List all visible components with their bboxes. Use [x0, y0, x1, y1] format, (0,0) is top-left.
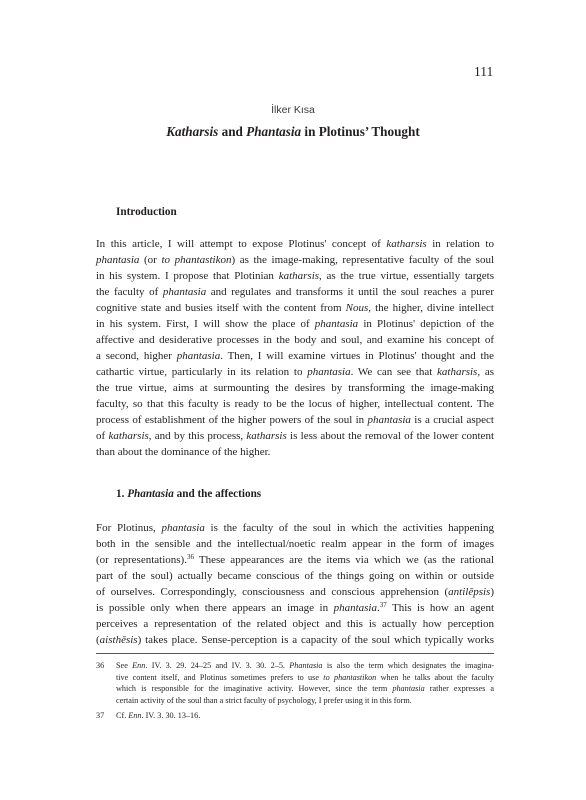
text-run: in his system. I propose that Plotinian [96, 270, 279, 282]
text-line [96, 396, 494, 412]
text-run: both in the sensible and the intellectual/noetic realm appear in the form of images [96, 538, 494, 550]
footnote-line [116, 710, 494, 722]
title-part-1: Katharsis [166, 124, 219, 139]
footnote-ref: 37 [379, 601, 387, 609]
italic-term: phantasia [307, 366, 351, 378]
italic-term: phantasia [392, 684, 425, 693]
text-line [96, 316, 494, 332]
italic-term: Enn [128, 711, 142, 720]
text-run: . [376, 602, 380, 614]
text-run: , the higher, divine intellect [368, 302, 494, 314]
text-run: , as [477, 366, 494, 378]
text-line [96, 600, 494, 616]
footnote-rule [96, 653, 494, 654]
footnote-line [116, 672, 494, 684]
italic-term: to phantastikon [161, 254, 232, 266]
text-run: (or [139, 254, 162, 266]
italic-term: phantasia [176, 350, 221, 362]
text-run: These appearances are the items via which we (as the rational [193, 554, 494, 566]
italic-term: antilēpsis [448, 586, 491, 598]
italic-term: aisthēsis [99, 634, 138, 646]
italic-term: Phantasia [289, 661, 323, 670]
author-name: İlker Kısa [271, 104, 315, 116]
footnote-body [116, 710, 494, 722]
introduction-heading: Introduction [116, 206, 177, 218]
text-run: cathartic virtue, particularly in its relation to [96, 366, 308, 378]
text-run: perceives a representation of the related object and this is actually how perception [96, 618, 494, 630]
section1-heading-italic: Phantasia [127, 488, 174, 500]
section1-paragraph [96, 520, 494, 648]
text-run: in his system. First, I will show the place of [96, 318, 315, 330]
text-line [96, 536, 494, 552]
text-run: the faculty of [96, 286, 163, 298]
italic-term: to phantastikon [323, 672, 377, 682]
text-run: tive content itself, and Plotinus sometimes prefers to use [116, 672, 324, 682]
text-run: ) takes place. Sense-perception is a capacity of the soul which typically works [137, 634, 494, 646]
footnote-ref: 36 [186, 553, 194, 561]
introduction-paragraph [96, 236, 494, 460]
footnote-line [116, 695, 494, 707]
text-run: a second, higher [96, 350, 177, 362]
text-run: in Plotinus' depiction of the [358, 318, 494, 330]
text-run: the true virtue, aims at surmounting the desires by transforming the image-making [96, 382, 494, 394]
italic-term: phantasia [96, 254, 140, 266]
text-run: of ourselves. Correspondingly, consciousness and conscious apprehension ( [96, 586, 449, 598]
text-run: is less about the removal of the lower content [286, 430, 494, 442]
section1-heading [116, 488, 261, 500]
text-line [96, 444, 494, 460]
text-line [96, 632, 494, 648]
text-line [96, 284, 494, 300]
footnote-line [116, 683, 494, 695]
text-line [96, 616, 494, 632]
title-part-4: in Plotinus’ Thought [301, 124, 420, 139]
text-run: ) as the image-making, representative faculty of the soul [231, 254, 495, 266]
text-run: This is how an agent [386, 602, 494, 614]
text-run: is also the term which designates the imagina- [322, 661, 494, 670]
section1-heading-rest: and the affections [173, 488, 262, 500]
text-line [96, 300, 494, 316]
italic-term: katharsis [386, 238, 427, 250]
text-run: is the faculty of the soul in which the activities happening [204, 522, 494, 534]
title-part-3: Phantasia [246, 124, 302, 139]
text-line [96, 252, 494, 268]
article-title [0, 124, 586, 140]
text-run: cognitive state and busies itself with the content from [96, 302, 346, 314]
text-run: Cf. [116, 711, 129, 720]
text-run: . We can see that [350, 366, 437, 378]
text-run: , as the true virtue, essentially targets [319, 270, 494, 282]
text-run: in relation to [426, 238, 494, 250]
text-run: which is responsible for the imaginative activity. However, since the term [116, 684, 393, 693]
italic-term: katharsis [108, 430, 149, 442]
text-line [96, 332, 494, 348]
text-run: . Then, I will examine virtues in Plotinus' thought and the [220, 350, 494, 362]
text-run: and regulates and transforms it until the soul reaches a purer [206, 286, 494, 298]
text-run: when he talks about the faculty [376, 672, 494, 682]
italic-term: phantasia [162, 286, 207, 298]
footnote-body [116, 660, 494, 706]
text-line [96, 380, 494, 396]
footnote-number: 37 [96, 711, 105, 720]
text-run: For Plotinus, [96, 522, 162, 534]
text-run: rather expresses a [424, 684, 494, 693]
text-run: . IV. 3. 29. 24–25 and IV. 3. 30. 2–5. [145, 661, 290, 670]
text-run: ) [490, 586, 494, 598]
text-line [96, 364, 494, 380]
text-line [96, 428, 494, 444]
text-run: (or representations). [96, 554, 187, 566]
text-line [96, 584, 494, 600]
text-run: . IV. 3. 30. 13–16. [141, 711, 201, 720]
text-line [96, 412, 494, 428]
footnote-number: 36 [96, 661, 105, 670]
text-run: affective and desiderative processes in the body and soul, and examine his concept of [96, 334, 494, 346]
text-run: is possible only when there appears an image in [96, 602, 334, 614]
text-run: part of the soul) actually became conscious of the things going on within or outside [96, 570, 494, 582]
section1-heading-number: 1. [116, 488, 128, 500]
italic-term: katharsis [278, 270, 320, 282]
italic-term: Enn [132, 661, 146, 670]
italic-term: phantasia [314, 318, 359, 330]
text-run: See [116, 661, 133, 670]
page-number: 111 [474, 64, 494, 79]
italic-term: Nous [345, 302, 369, 314]
text-run: certain activity of the soul than a strict faculty of psychology, I prefer using it in this form. [116, 695, 412, 705]
text-run: of [96, 430, 109, 442]
footnote-line [116, 660, 494, 672]
text-line [96, 552, 494, 568]
italic-term: katharsis [437, 366, 478, 378]
italic-term: katharsis [246, 430, 287, 442]
text-run: In this article, I will attempt to expose Plotinus' concept of [96, 238, 387, 250]
text-line [96, 568, 494, 584]
text-run: than about the dominance of the higher. [96, 446, 271, 458]
text-line [96, 268, 494, 284]
text-run: process of establishment of the higher powers of the soul in [96, 414, 368, 426]
text-run: is a crucial aspect [410, 414, 494, 426]
italic-term: phantasia [367, 414, 411, 426]
text-line [96, 520, 494, 536]
italic-term: phantasia [333, 602, 377, 614]
text-run: , and by this process, [148, 430, 247, 442]
italic-term: phantasia [161, 522, 205, 534]
text-line [96, 348, 494, 364]
title-part-2: and [218, 124, 247, 139]
text-run: faculty, so that this faculty is ready to be the locus of higher, intellectual content. The [96, 398, 494, 410]
text-line [96, 236, 494, 252]
text-run: ( [96, 634, 100, 646]
